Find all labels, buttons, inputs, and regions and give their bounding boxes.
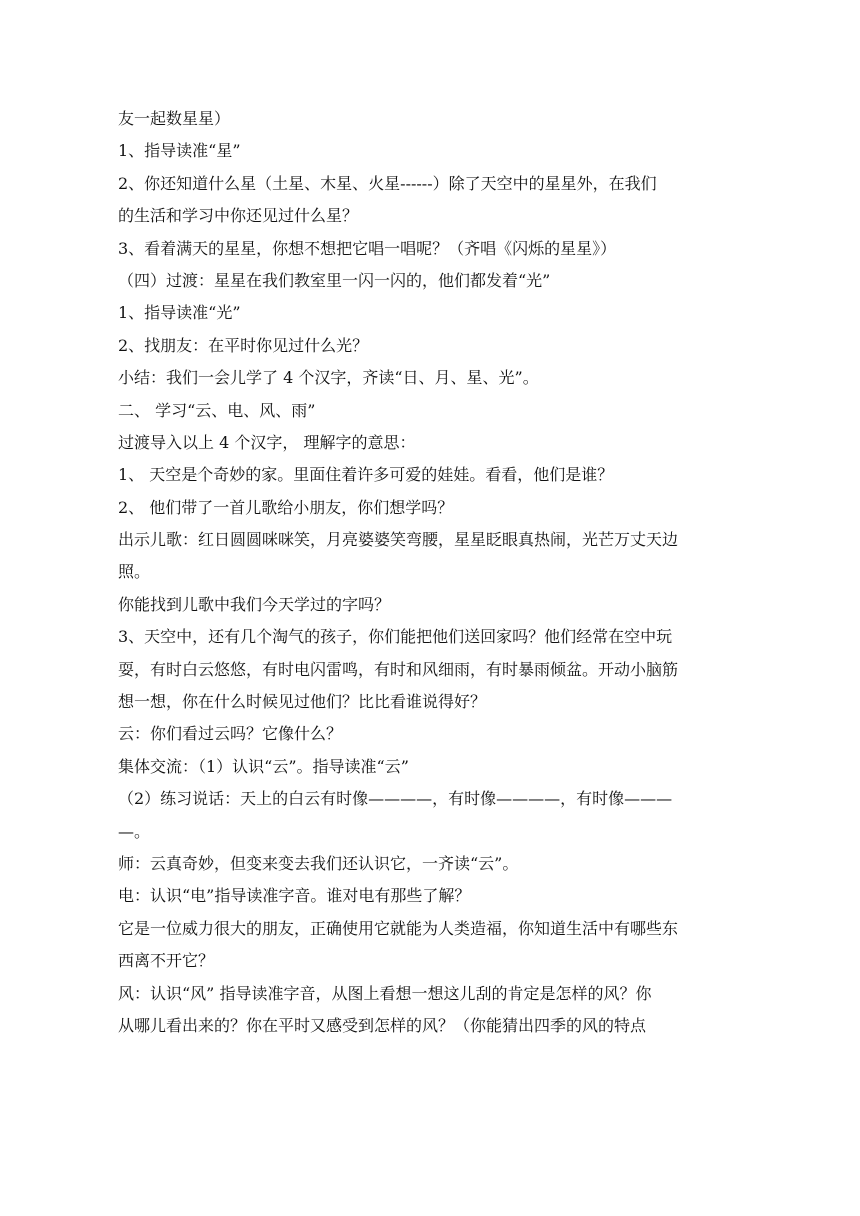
text-line: 它是一位威力很大的朋友，正确使用它就能为人类造福，你知道生活中有哪些东 [118,918,679,938]
text-line: （2）练习说话：天上的白云有时像————，有时像————，有时像——— [118,789,673,809]
text-line: 你能找到儿歌中我们今天学过的字吗？ [118,594,391,614]
text-line: 师：云真奇妙，但变来变去我们还认识它，一齐读“云”。 [118,853,519,873]
text-line: 电：认识“电”指导读准字音。谁对电有那些了解？ [118,886,471,906]
section-heading: 二、 学习“云、电、风、雨” [118,400,316,420]
text-line: 1、指导读准“星” [118,141,241,161]
text-line: —。 [118,821,151,841]
text-line: 的生活和学习中你还见过什么星？ [118,206,359,226]
text-line: 3、天空中，还有几个淘气的孩子，你们能把他们送回家吗？他们经常在空中玩 [118,627,673,647]
text-line: 照。 [118,562,151,582]
text-line: 想一想，你在什么时候见过他们？比比看谁说得好？ [118,692,487,712]
text-line: 小结：我们一会儿学了 4 个汉字，齐读“日、月、星、光”。 [118,368,539,388]
text-line: 过渡导入以上 4 个汉字， 理解字的意思： [118,432,416,452]
text-line: 2、找朋友：在平时你见过什么光？ [118,335,369,355]
text-line: 2、 他们带了一首儿歌给小朋友，你们想学吗？ [118,497,454,517]
text-line: 1、 天空是个奇妙的家。里面住着许多可爱的娃娃。看看，他们是谁？ [118,465,614,485]
text-line: 3、看着满天的星星，你想不想把它唱一唱呢？（齐唱《闪烁的星星》） [118,238,617,258]
text-line: 集体交流：（1）认识“云”。指导读准“云” [118,756,409,776]
text-line: 西离不开它？ [118,951,215,971]
text-line: 友一起数星星） [118,109,231,128]
text-line: 耍，有时白云悠悠，有时电闪雷鸣，有时和风细雨，有时暴雨倾盆。开动小脑筋 [118,659,679,679]
text-line: （四）过渡：星星在我们教室里一闪一闪的，他们都发着“光” [118,270,551,290]
text-line: 2、你还知道什么星（土星、木星、火星------）除了天空中的星星外，在我们 [118,173,657,193]
document-body [118,103,738,1042]
text-line: 从哪儿看出来的？你在平时又感受到怎样的风？（你能猜出四季的风的特点 [118,1015,647,1035]
text-line: 风：认识“风” 指导读准字音，从图上看想一想这儿刮的肯定是怎样的风？你 [118,983,652,1003]
text-line: 出示儿歌：红日圆圆咪咪笑，月亮婆婆笑弯腰，星星眨眼真热闹，光芒万丈天边 [118,530,679,550]
text-line: 云：你们看过云吗？它像什么？ [118,724,343,744]
text-line: 1、指导读准“光” [118,303,241,323]
